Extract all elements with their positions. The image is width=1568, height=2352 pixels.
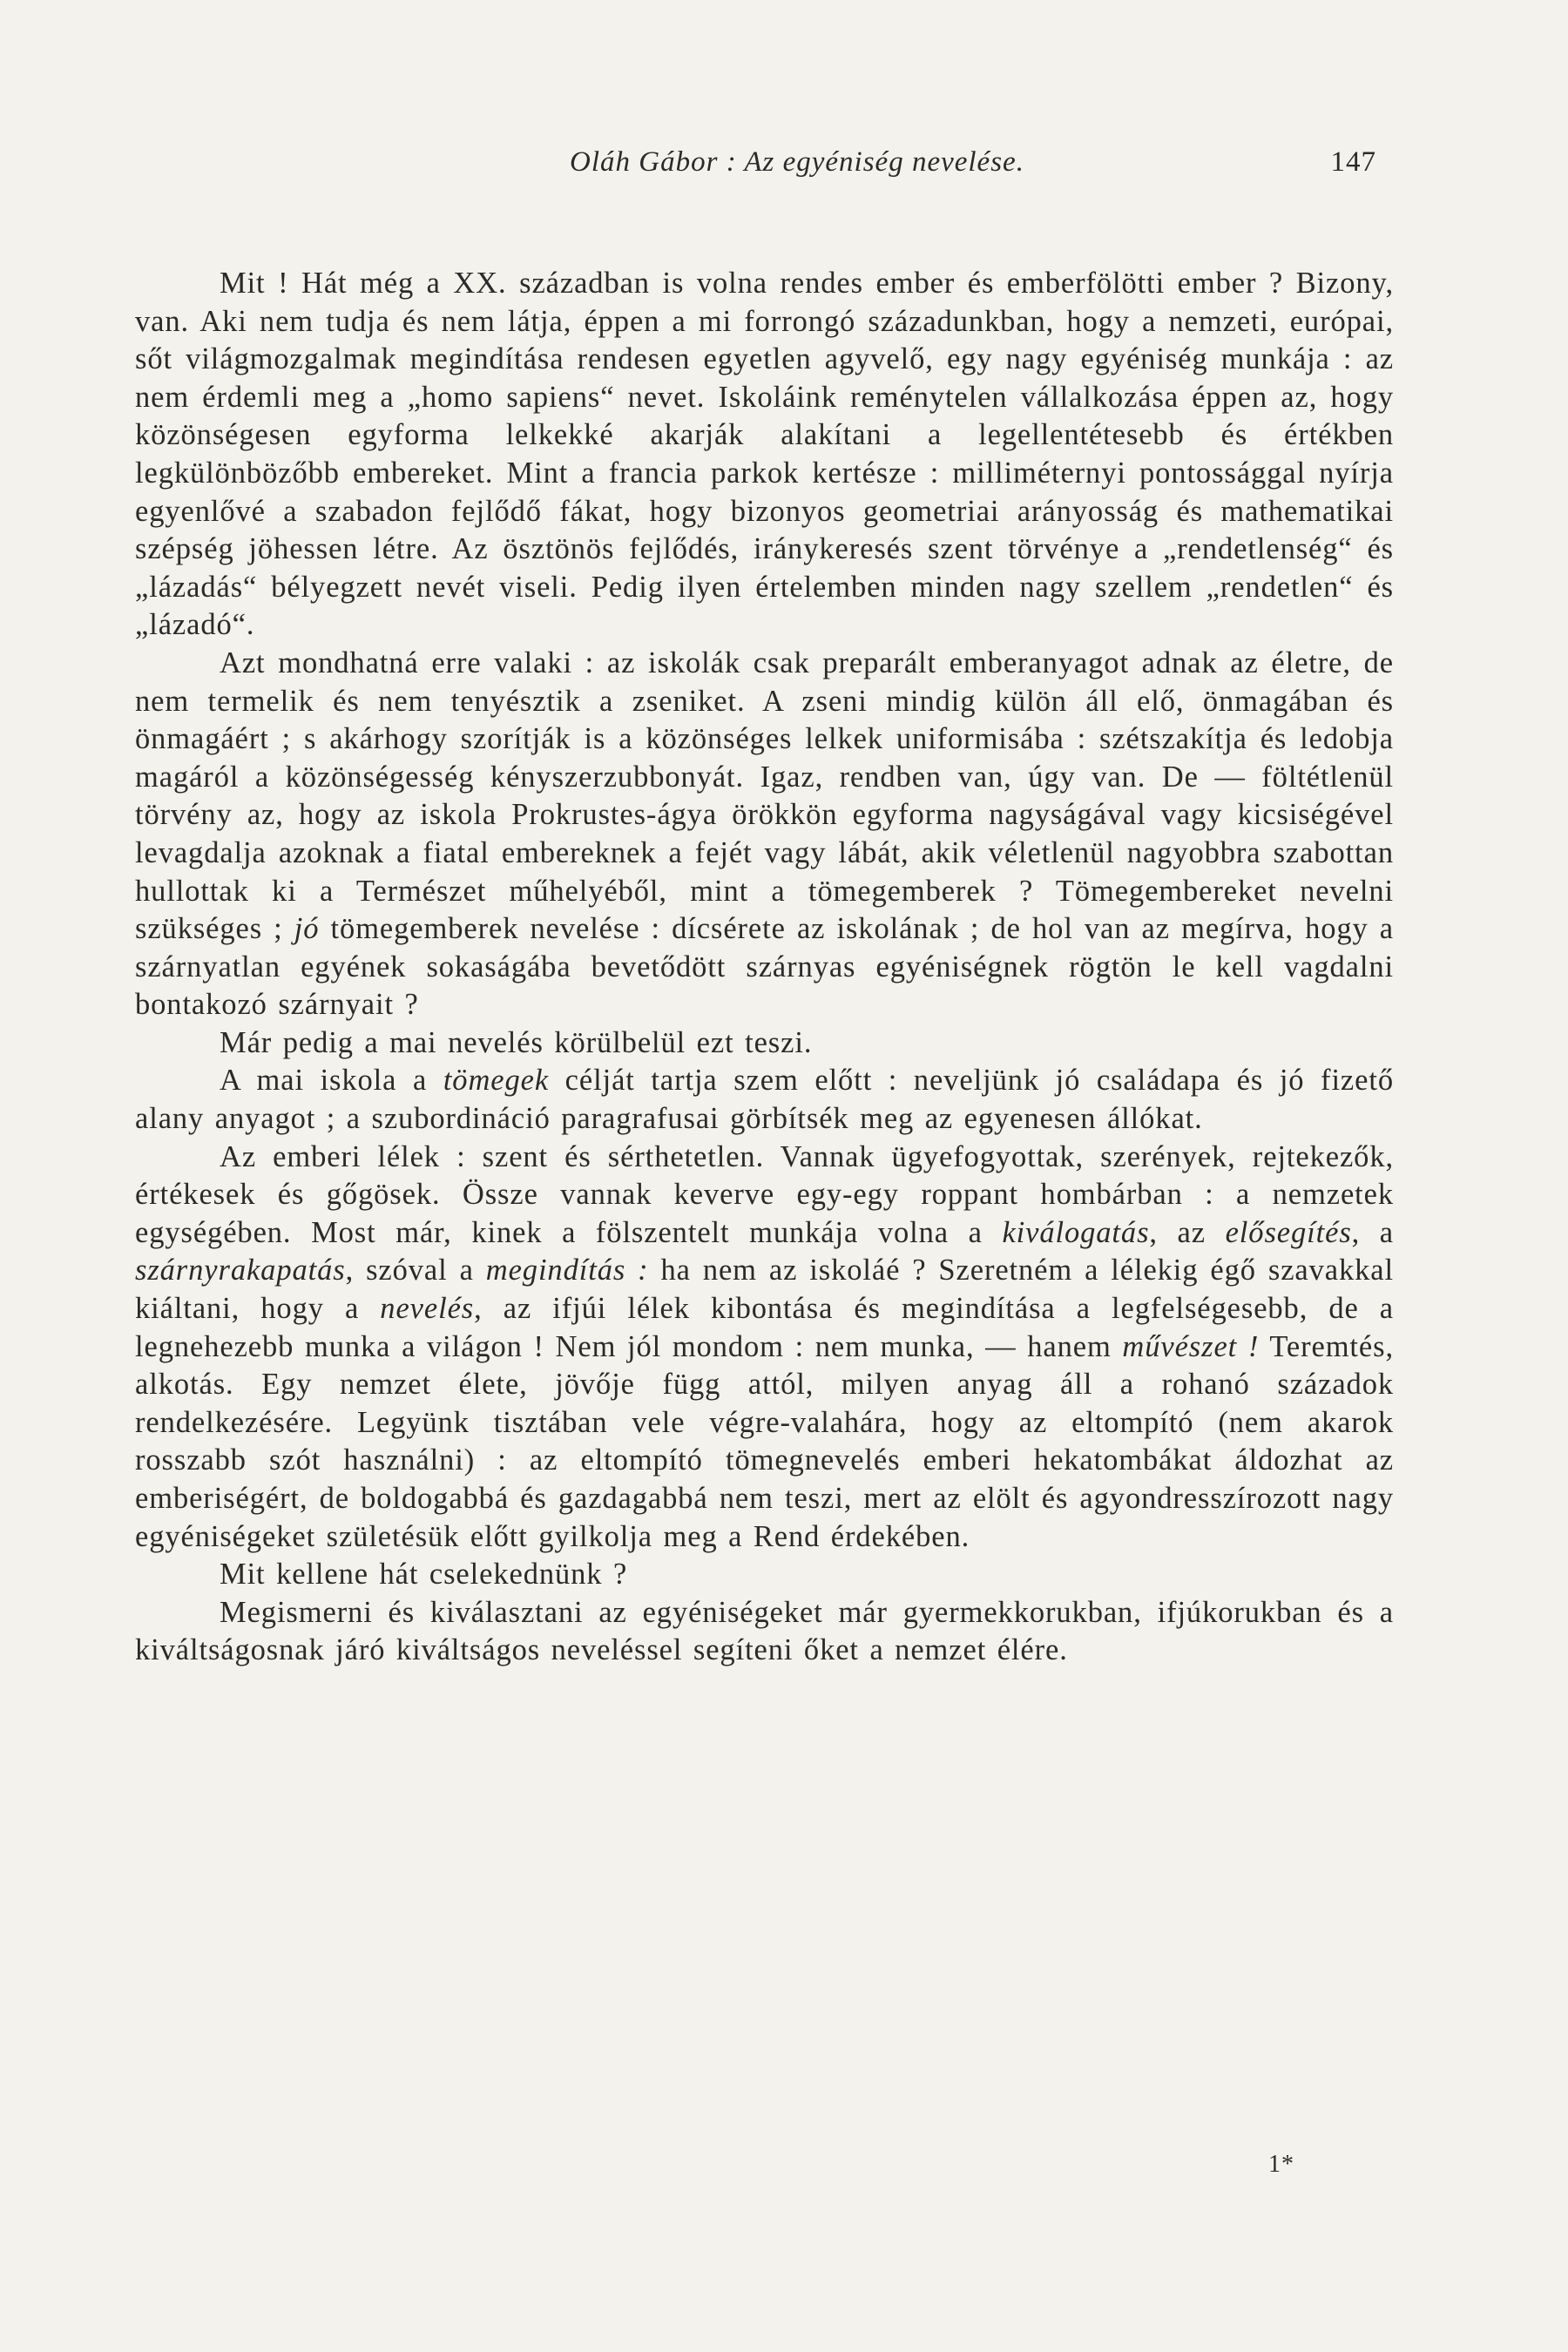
text-run: ha nem az iskoláé ? Szeretném a lélekig égő szavakkal kiáltani, hogy a [135,1254,1394,1326]
signature-mark: 1* [1268,2151,1294,2178]
running-title: Oláh Gábor : Az egyéniség nevelése. [570,146,1024,178]
body-text [135,265,1394,1670]
italic-run: kiválogatás [1002,1215,1150,1249]
paragraph-4 [135,1062,1394,1138]
text-run: Az emberi lélek : szent és sérthetetlen. Vannak ügyefogyottak, szerények, rejtekezők, értékesek és gőgösek. Össze vannak keverve egy-egy roppant hombárban : a nemzetek egységében. Most már, kinek a fölszentelt munkája volna a [135,1139,1394,1249]
paragraph-2 [135,645,1394,1024]
italic-run: jó [294,912,320,946]
italic-run: megindítás : [485,1254,649,1288]
text-run: célját tartja szem előtt : neveljünk jó családapa és jó fizető alany anyagot ; a szubordináció paragrafusai görbítsék meg az egyenesen állókat. [135,1064,1394,1136]
text-run: tömegemberek nevelése : dícsérete az iskolának ; de hol van az megírva, hogy a szárnyatlan egyének sokaságába bevetődött szárnyas egyéniségnek rögtön le kell vagdalni bontakozó szárnyait ? [135,912,1394,1022]
text-run: Teremtés, alkotás. Egy nemzet élete, jövője függ attól, milyen anyag áll a rohanó századok rendelkezésére. Legyünk tisztában vele végre-valahára, hogy az eltompító (nem akarok rosszabb szót használni) : az eltompító tömegnevelés emberi hekatombákat áldozhat az emberiségért, de boldogabbá és gazdagabbá nem teszi, mert az elölt és agyondresszírozott nagy egyéniségeket születésük előtt gyilkolja meg a Rend érdekében. [135,1329,1394,1553]
text-run: Azt mondhatná erre valaki : az iskolák csak preparált emberanyagot adnak az életre, de nem termelik és nem tenyésztik a zseniket. A zseni mindig külön áll elő, önmagában és önmagáért ; s akárhogy szorítják is a közönséges lelkek uniformisába : szétszakítja és ledobja magáról a közönségesség kényszerzubbonyát. Igaz, rendben van, úgy van. De — föltétlenül törvény az, hogy az iskola Prokrustes-ágya örökkön egyforma nagyságával vagy kicsiségével levagdalja azoknak a fiatal embereknek a fejét vagy lábát, akik véletlenül nagyobbra szabottan hullottak ki a Természet műhelyéből, mint a tömegemberek ? Tömegembereket nevelni szükséges ; [135,645,1394,946]
text-run: A mai iskola a [220,1064,443,1098]
italic-run: elősegítés [1225,1215,1352,1249]
running-head [218,146,1376,192]
italic-run: nevelés [380,1292,475,1326]
italic-run: művészet ! [1122,1329,1260,1363]
paragraph-1 [135,265,1394,645]
page-number: 147 [1330,146,1376,178]
text-run: Mit ! Hát még a XX. században is volna rendes ember és emberfölötti ember ? Bizony, van. Aki nem tudja és nem látja, éppen a mi forrongó századunkban, hogy a nemzeti, európai, sőt világmozgalmak megindítása rendesen egyetlen agyvelő, egy nagy egyéniség munkája : az nem érdemli meg a „homo sapiens“ nevet. Iskoláink reménytelen vállalkozása éppen az, hogy közönségesen egyforma lelkekké akarják alakítani a legellentétesebb és értékben legkülönbözőbb embereket. Mint a francia parkok kertésze : milliméternyi pontossággal nyírja egyenlővé a szabadon fejlődő fákat, hogy bizonyos geometriai arányosság és mathematikai szépség jöhessen létre. Az ösztönös fejlődés, iránykeresés szent törvénye a „rendetlenség“ és „lázadás“ bélyegzett nevét viseli. Pedig ilyen értelemben minden nagy szellem „rendetlen“ és „lázadó“. [135,267,1394,642]
text-run: , szóval a [345,1254,486,1288]
text-run: Már pedig a mai nevelés körülbelül ezt teszi. [220,1025,813,1059]
text-run: Mit kellene hát cselekednünk ? [220,1558,628,1592]
paragraph-7 [135,1594,1394,1670]
italic-run: tömegek [443,1064,550,1098]
paragraph-3 [135,1024,1394,1063]
paragraph-5 [135,1139,1394,1557]
text-run: Megismerni és kiválasztani az egyéniségeket már gyermekkorukban, ifjúkorukban és a kiváltságosnak járó kiváltságos neveléssel segíteni őket a nemzet élére. [135,1595,1394,1667]
text-run: , az [1149,1215,1226,1249]
text-run: , a [1351,1215,1394,1249]
italic-run: szárnyrakapatás [135,1254,346,1288]
paragraph-6 [135,1556,1394,1594]
text-run: , az ifjúi lélek kibontása és megindítása a legfelségesebb, de a legnehezebb munka a világon ! Nem jól mondom : nem munka, — hanem [135,1292,1394,1363]
